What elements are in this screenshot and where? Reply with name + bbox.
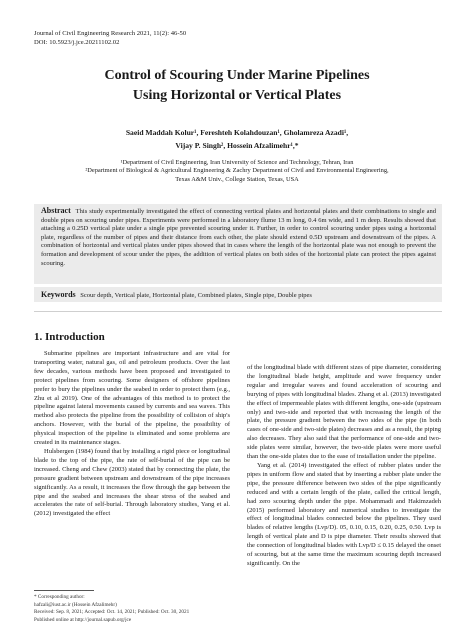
footnote-rule [34, 590, 94, 591]
right-paragraph-1: of the longitudinal blade with different sizes of pipe diameter, considering the longitudinal blade height, amplitude and wave frequency under regular and irregular waves and found acceleration of scouring and burying of pipes with longitudinal blades. Zhang et al. (2013) investigated the effect of impermeable plates with different lengths, one-side (upstream only) and two-side and reported that with increasing the length of the plate, the pressure gradient between the two sides of the pipe (in both cases of one-side and two-side plates) decreases and as a result, the piping also decreases. They also said that the performance of one-side and two-side plates were similar, however, the two-side plates were more useful than the one-side plates due to the ease of installation under the pipeline. [247, 364, 441, 461]
abstract-label: Abstract [41, 206, 71, 215]
right-paragraph-2: Yang et al. (2014) investigated the effect of rubber plates under the pipes in uniform flow and stated that by inserting a rubber plate under the pipe, the pressure difference between two sides of the pipe significantly reduced and with a certain length of the plate, called the critical length, had zero scouring depth under the pipe. Mohammadi and Hakimzadeh (2015) performed laboratory and numerical studies to investigate the effect of longitudinal blades connected below the pipelines. They used blades of relative lengths (Lvp/D). 05, 0.10, 0.15, 0.20, 0.25, 0.50. Lvp is length of vertical plate and D is pipe diameter. Their results showed that the connection of longitudinal blades with Lvp/D ≤ 0.15 delayed the onset of scouring, but at the same time the maximum scouring depth increased significantly. On the [247, 461, 441, 567]
right-column [247, 364, 441, 569]
keywords-text: Scour depth, Vertical plate, Horizontal plate, Combined plates, Single pipe, Double pipes [80, 292, 312, 299]
author-list [20, 126, 454, 152]
affiliation-2-cont: Texas A&M Univ., College Station, Texas, USA [175, 175, 299, 183]
journal-doi: DOI: 10.5923/j.jce.20211102.02 [34, 38, 120, 46]
journal-header [34, 30, 186, 47]
section-heading: 1. Introduction [34, 331, 105, 343]
section-divider [34, 311, 442, 312]
title-line-2: Using Horizontal or Vertical Plates [132, 88, 342, 103]
authors-line-1: Saeid Maddah Kolur¹, Fereshteh Kolahdouzan¹, Gholamreza Azadi¹, [125, 128, 349, 137]
affiliation-1: ¹Department of Civil Engineering, Iran University of Science and Technology, Tehran, Iran [120, 159, 354, 166]
journal-citation: Journal of Civil Engineering Research 2021, 11(2): 46-50 [34, 30, 187, 37]
left-paragraph-2: Hulsbergen (1984) found that by installing a rigid piece or longitudinal blade to the top of the pipe, the rate of self-burial of the pipe can be increased. Cheng and Chew (2003) stated that by connecting the plate, the pressure gradient between upstream and downstream of the pipe increases significantly. As a result, it increases the flow through the gap between the pipe and the seabed and increases the shear stress of the seabed and accelerates the rate of self-burial. Through laboratory studies, Yang et al. (2012) investigated the effect [34, 447, 230, 518]
footnote-corresponding: * Corresponding author: [34, 594, 85, 600]
authors-line-2: Vijay P. Singh², Hossein Afzalimehr¹,* [175, 141, 299, 150]
footnote-dates: Received: Sep. 8, 2021; Accepted: Oct. 14, 2021; Published: Oct. 30, 2021 [34, 609, 190, 615]
left-paragraph-1: Submarine pipelines are important infrastructure and are vital for transporting water, natural gas, oil and petroleum products. Over the last few decades, various methods have been proposed and investigated to protect pipelines from scouring. Some designers of offshore pipelines prefer to bury the pipelines under the seabed in order to protect them (e.g., Zhu et al 2019). One of the advantages of this method is to protect the pipeline against lateral movements caused by currents and sea waves. This method also protects the pipeline from the possibility of collision of ship's anchors. However, with the burial of the pipeline, the possibility of physical inspection of the pipeline is eliminated and some problems are created in its maintenance stages. [34, 350, 230, 447]
title-line-1: Control of Scouring Under Marine Pipelines [104, 68, 370, 83]
abstract [41, 207, 436, 268]
footnote [34, 594, 234, 624]
footnote-online: Published online at http://journal.sapub.org/jce [34, 616, 132, 623]
keywords-label: Keywords [41, 290, 76, 299]
affiliations [40, 159, 434, 184]
affiliation-2: ²Department of Biological & Agricultural Engineering & Zachry Department of Civil and Environmental Engineering, [85, 167, 389, 175]
paper-title [30, 66, 444, 106]
footnote-email: hafzali@iust.ac.ir (Hossein Afzalimehr) [34, 601, 117, 608]
keywords [41, 290, 436, 300]
left-column [34, 350, 230, 519]
abstract-text: This study experimentally investigated the effect of connecting vertical plates and horizontal plates and their combinations to single and double pipes on scouring under pipes. Experiments were performed in a laboratory flume 13 m long, 0.4 6m wide, and 1 m deep. Results showed that attaching a 0.25D vertical plate under a single pipe prevented scouring under it. Further, in order to control scouring under pipes using a horizontal plate, regardless of the number of pipes and their distance from each other, the plate should extend 0.5D upstream and downstream of the pipes. A combination of horizontal and vertical plates under pipes showed that in cases where the length of the horizontal plate was not enough to prevent the formation and development of scour under the pipes, the addition of vertical plates on both sides of the horizontal plate can protect the pipes against scouring. [41, 208, 436, 267]
